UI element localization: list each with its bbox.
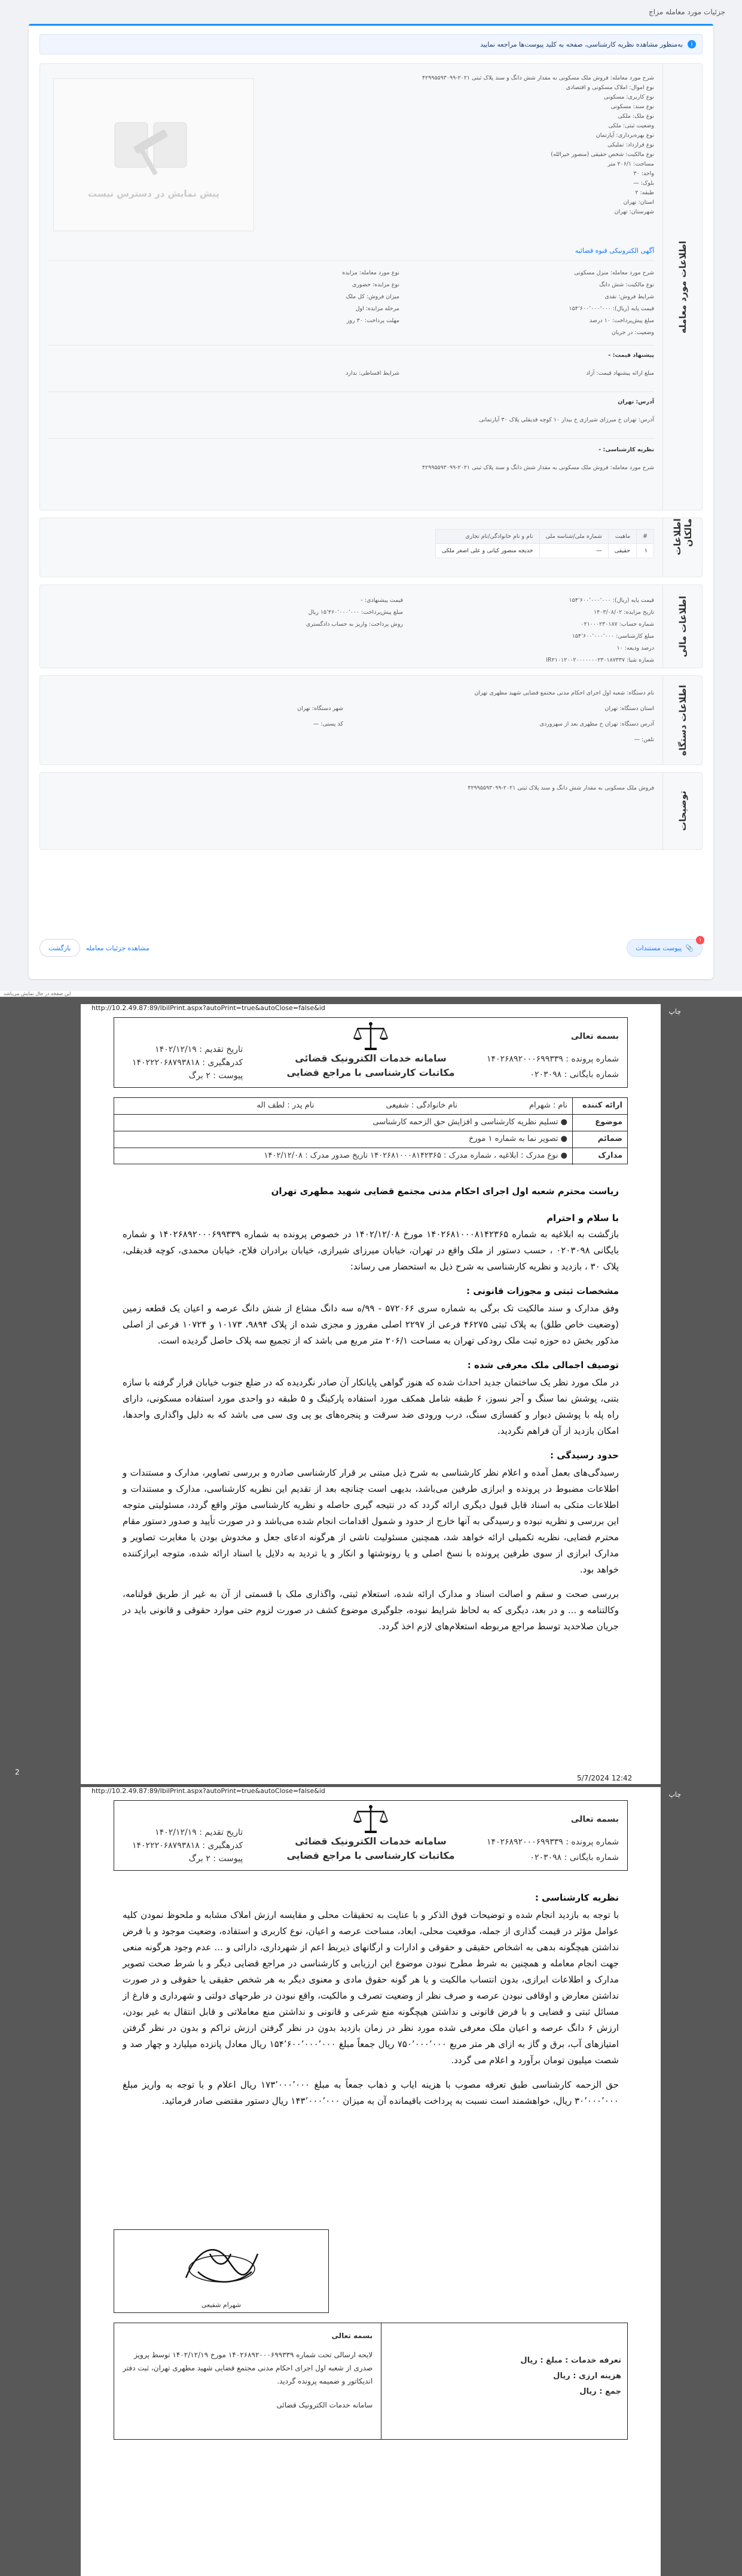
letterhead	[114, 1017, 628, 1088]
heading-description: توصیف اجمالی ملک معرفی شده :	[467, 1360, 619, 1370]
table-cell: ۱	[637, 544, 654, 558]
org-line-2: مکاتبات کارشناسی با مراجع قضایی	[286, 1067, 455, 1078]
installment: شرایط اقساطی: ندارد	[346, 370, 399, 377]
scales-of-justice-icon	[353, 1804, 389, 1834]
deal-field: بلوک: —	[633, 180, 654, 186]
appraisal-label: نظریه کارشناسی: -	[599, 446, 654, 453]
signer-name: شهرام شفیعی	[201, 2301, 242, 2309]
description-paragraph: در ملک مورد نظر یک ساختمان جدید احداث شده که هنوز گواهی پایانکار آن صادر نگردیده که در ضلع جنوب خیابان قرار گرفته با سازه بتنی، پوشش نما سنگ و آجر نسوز، ۶ طبقه شامل همکف مورد استفاده پارکینگ و ۵ طبقه دو واحدی مورد استفاده مسکونی، دارای راه پله با پوشش دیوار و کفسازی سنگ، درب ورودی ضد سرقت و پنجره‌های یو پی وی سی می باشد که به دلیل واگذاری واحدها، امکان بازدید از آن فراهم نگردید.	[123, 1377, 619, 1436]
address: آدرس: تهران خ میرزای شیرازی خ بیدار ۱۰ کوچه قدیقلی پلاک ۳۰ آپارتمانی	[478, 417, 654, 423]
letterhead-left	[132, 1043, 243, 1082]
attachment-count: پیوست : ۲ برگ	[188, 1071, 243, 1081]
sale-field: مرحله مزایده: اول	[355, 305, 399, 312]
submitter-row	[114, 1098, 627, 1115]
attachments-count-badge: ۱	[696, 936, 704, 944]
refs-row	[114, 1148, 627, 1165]
device-mid	[297, 701, 343, 732]
edge-label: چاپ	[668, 1791, 681, 1798]
subject-label: موضوع	[572, 1115, 627, 1131]
deal-field: نوع قرارداد: تملیکی	[607, 142, 654, 148]
submitter-family: نام خانوادگی : شفیعی	[386, 1101, 457, 1110]
org-line-2: مکاتبات کارشناسی با مراجع قضایی	[286, 1850, 455, 1861]
section-notes	[39, 772, 703, 850]
registration-paragraph: وفق مدارک و سند مالکیت تک برگی به شماره سری ۵۷۲۰۶۶ - ۹۹/ه سه دانگ مشاع از شش دانگ عرصه و اعیان یک قطعه زمین (وضعیت خاص طلق) به پلاک ثبتی ۴۶۲۷۵ فرعی از ۲۲۹۷ اصلی مفروز و مجزی شده از پلاک ۹۸۹۴، ۱۰۱۷۳ و ۱۰۷۲۴ فرعی از اصلی مذکور بخش ده حوزه ثبت ملک رودکی تهران به مساحت ۲۰۶/۱ متر مربع می باشد که از تجمیع سه پلاک حاصل گردیده است.	[123, 1303, 619, 1346]
sale-field: مهلت پرداخت: ۳۰ روز	[346, 317, 399, 324]
attachment-alert	[39, 34, 703, 54]
deal-field: نوع اموال: املاک مسکونی و اقتصادی	[566, 84, 654, 91]
section-device	[39, 675, 703, 765]
ad-link[interactable]: آگهی الکترونیکی قبوه قضائیه	[575, 247, 654, 255]
table-cell: —	[539, 544, 608, 558]
property-photo-placeholder	[53, 78, 254, 231]
sale-field: نوع مزایده: حضوری	[352, 282, 399, 288]
fees-cost: هزینه ارزی : ریال	[553, 2372, 621, 2381]
section-owners	[39, 518, 703, 577]
letter-body-page-2	[123, 1887, 619, 2109]
deal-details-card	[29, 24, 713, 979]
intro-paragraph: بازگشت به ابلاغیه به شماره ۱۴۰۲۶۸۱۰۰۰۸۱۴۲۳۶۵ مورخ ۱۴۰۲/۱۲/۰۸ در خصوص پرونده به شماره ۱۴۰۲۶۸۹۲۰۰۰۶۹۹۳۳۹ و شماره بایگانی ۰۲۰۳۰۹۸ ، حسب دستور از ملک واقع در تهران، خیابان میرزای شیرازی، خیابان برادران فلاح، خیابان محمدی، کوچه قدیقلی، پلاک ۳۰ ، بازدید و نظریه کارشناسی به شرح ذیل به استحضار می رساند:	[123, 1229, 619, 1272]
archive-number: شماره بایگانی : ۰۲۰۳۰۹۸	[530, 1853, 619, 1862]
alert-text: به‌منظور مشاهده نظریه کارشناسی، صفحه به کلید پیوست‌ها مراجعه نمایید	[480, 40, 683, 48]
submitter-values	[120, 1101, 567, 1110]
fees-service: تعرفه خدمات : مبلغ : ریال	[520, 2356, 621, 2365]
deal-field: نوع کاربری: مسکونی	[603, 94, 654, 100]
attachments-button-label: پیوست مستندات	[636, 944, 682, 952]
deal-field: استان: تهران	[623, 199, 654, 206]
deal-field: وضعیت ثبتی: ملکی	[608, 123, 654, 129]
case-info-box	[114, 1097, 628, 1164]
tracking-code: کدرهگیری : ۱۴۰۲۲۲۰۶۸۷۹۳۸۱۸	[132, 1841, 243, 1850]
back-button-label: بازگشت	[48, 944, 71, 952]
sale-field: نوع مورد معامله: مزایده	[342, 270, 399, 276]
sale-field: وضعیت: در جریان	[611, 329, 654, 336]
registration-note	[114, 2323, 381, 2439]
view-deal-link[interactable]: مشاهده جزئیات معامله	[86, 944, 149, 952]
greeting: با سلام و احترام	[546, 1213, 619, 1223]
attachments-button[interactable]	[627, 939, 703, 957]
sale-fields	[569, 267, 654, 339]
fees-panel	[381, 2323, 627, 2439]
attachments-label: ضمائم	[572, 1131, 627, 1148]
left-actions	[39, 939, 149, 957]
appraisal-paragraph: با توجه به بازدید انجام شده و توضیحات فوق الذکر و با عنایت به تحقیقات محلی و مقایسه ارزش املاک مشابه و ملحوظ نمودن کلیه عوامل مؤثر در قیمت گذاری از جمله، موقعیت محلی، ابعاد، مساحت عرصه و اعیان، نوع کاربری و استفاده، وضعیت موجود و با فرض نداشتن هیچگونه بدهی به اشخاص حقیقی و حقوقی و ادارات و ارگانهای ذیربط اعم از شهرداری، دارائی و ... عدم وجود هرگونه منعی جهت انجام معامله و همچنین به شرط مطرح نبودن موضوع این ارزیابی و کارشناسی در مراجع قضایی دیگر و با شرط صحت تصویر مدارک و اطلاعات ابرازی، بدون انتساب مالکیت و یا هر گونه حقوق مادی و معنوی دیگر به هر شخص حقیقی یا حقوقی و در صورت نداشتن معارض و اوقافی نبودن عرصه و صرف نظر از وضعیت تصرف و مالکیت، واقع نبودن در طرحهای دولتی و شهرداری و فارغ از مسائل ثبتی و قضایی و با فرض قانونی و نداشتن هیچگونه منع شرعی و قانونی و نداشتن منع معاملاتی و قابل انتقال به غیر بودن، ارزش ۶ دانگ عرصه و اعیان ملک معرفی شده مورد نظر در زمان بازدید بدون در نظر گرفتن ارزش تراکم و بدون در نظر گرفتن امتیازهای آب، برق و گاز به ازای هر متر مربع ۷۵۰٬۰۰۰٬۰۰۰ ریال جمعاً مبلغ ۱۵۴٬۶۰۰٬۰۰۰٬۰۰۰ ریال معادل پانزده میلیارد و چهار صد و شصت میلیون تومان برآورد و اعلام می گردد.	[123, 1910, 619, 2066]
submitter-father: نام پدر : لطف اله	[257, 1101, 314, 1110]
back-button[interactable]	[39, 939, 80, 957]
table-header: #	[637, 530, 654, 544]
sale-fields-mid	[342, 267, 399, 327]
fees-total: جمع : ریال	[579, 2387, 621, 2396]
deal-field: واحد: ۳۰	[633, 170, 654, 177]
print-url: http://10.2.49.87:89/IbiIPrint.aspx?autoPrint=true&autoClose=false&id	[91, 1004, 325, 1012]
sale-field: قیمت پایه (ریال): ۱۵۴٬۶۰۰٬۰۰۰٬۰۰۰	[569, 305, 654, 312]
financial-field: شماره حساب: ۰۲۱۰۰۰۲۳۰۱۸۷	[581, 621, 654, 628]
financial-field: مبلغ پیش‌پرداخت: ۱۵٬۴۶۰٬۰۰۰٬۰۰۰ ریال	[308, 609, 403, 616]
deal-field: شهرستان: تهران	[614, 209, 654, 215]
submitter-label: ارائه کننده	[572, 1098, 627, 1114]
table-header: شماره ملی/شناسه ملی	[539, 530, 608, 544]
deal-field: شرح مورد معامله: فروش ملک مسکونی به مقدار شش دانگ و سند پلاک ثبتی ۲۰۲۱-۴۲۹۹۵۵۹۳۰۹۹	[422, 75, 654, 81]
print-date: 5/7/2024 12:42	[577, 1774, 633, 1782]
basmala: بسمه تعالی	[570, 1815, 619, 1824]
deal-field: نوع مالکیت: شخص حقیقی (منصور خیرالله)	[551, 151, 654, 158]
submitter-name: نام : شهرام	[529, 1101, 567, 1110]
breadcrumb	[0, 0, 742, 24]
status-strip-text: این صفحه در حال نمایش می‌باشد	[4, 991, 71, 996]
case-number: شماره پرونده : ۱۴۰۲۶۸۹۲۰۰۰۶۹۹۳۳۹	[486, 1054, 619, 1064]
device-field: شهر دستگاه: تهران	[297, 705, 343, 712]
registration-footer	[114, 2323, 628, 2440]
photo-caption: پیش نمایش در دسترس نیست	[88, 188, 219, 199]
letterhead-left	[132, 1826, 243, 1865]
section-financial	[39, 585, 703, 668]
verification-paragraph: بررسی صحت و سقم و اصالت اسناد و مدارک ارائه شده، استعلام ثبتی، واگذاری ملک با قسمتی از آن به غیر از طریق قولنامه، وکالتنامه و ... و در بعد، دیگری که به لحاظ شرایط نبوده، جلوگیری موضوع کشف در صورت لزوم حتی موارد حقوقی و قانونی باید در جریان صلاحدید توسط مراجع مربوطه استعلام‌های لازم اخذ گردد.	[123, 1589, 619, 1632]
footer-sign: سامانه خدمات الکترونیک قضائی	[276, 2401, 373, 2409]
heading-appraisal: نظریه کارشناسی :	[535, 1892, 619, 1903]
financial-field: قیمت پایه (ریال): ۱۵۴٬۶۰۰٬۰۰۰٬۰۰۰	[569, 597, 654, 604]
price-line: مبلغ ارائه پیشنهاد قیمت: آزاد	[586, 370, 654, 377]
section-title-notes: توضیحات	[662, 773, 702, 849]
gavel-watermark-icon	[109, 111, 199, 182]
section-title-device: اطلاعات دستگاه	[662, 676, 702, 764]
deal-field: نوع ملک: ملکی	[618, 113, 654, 120]
deal-field: نوع سند: مسکونی	[610, 103, 654, 110]
financial-field: تاریخ مزایده: ۱۴۰۳/۰۸/۰۲	[594, 609, 654, 616]
footer-basmala: بسمه تعالی	[331, 2332, 373, 2340]
footer-text: لایحه ارسالی تحت شماره ۱۴۰۲۶۸۹۲۰۰۰۶۹۹۳۳۹ مورخ ۱۴۰۲/۱۲/۱۹ توسط پرویز صدری از شعبه اول اجرای احکام مدنی مجتمع قضایی شهید مطهری تهران، ثبت دفتر اندیکاتور و ضمیمه پرونده گردید.	[123, 2351, 373, 2385]
handwritten-signature	[174, 2236, 270, 2296]
attachments-row	[114, 1131, 627, 1148]
document-page-1	[15, 1004, 681, 1784]
deal-field: مساحت: ۲۰۶/۱ متر	[607, 161, 654, 167]
signature-box	[114, 2229, 329, 2313]
address-label: آدرس: تهران	[618, 399, 654, 405]
org-line-1: سامانه خدمات الکترونیک قضائی	[295, 1835, 447, 1847]
submit-date: تاریخ تقدیم : ۱۴۰۲/۱۲/۱۹	[155, 1828, 243, 1837]
heading-registration: مشخصات ثبتی و مجوزات قانونی :	[466, 1286, 619, 1296]
sale-field: مبلغ پیش‌پرداخت: ۱۰ درصد	[589, 317, 654, 324]
appraisal-text: شرح مورد معامله: فروش ملک مسکونی به مقدار شش دانگ و سند پلاک ثبتی ۲۰۲۱-۴۲۹۹۵۵۹۳۰۹۹	[422, 464, 654, 471]
paperclip-icon: 📎	[685, 944, 694, 952]
refs-label: مدارک	[572, 1148, 627, 1165]
financial-field: مبلغ کارشناسی: ۱۵۴٬۶۰۰٬۰۰۰٬۰۰۰	[572, 633, 654, 640]
card-accent-line	[29, 24, 713, 26]
price-label: پیشنهاد قیمت: -	[608, 352, 654, 359]
financial-fields	[546, 595, 654, 666]
attachment-count: پیوست : ۲ برگ	[188, 1854, 243, 1864]
sale-field: نوع مالکیت: شش دانگ	[599, 282, 654, 288]
web-app-view	[0, 0, 742, 991]
table-header: نام و نام خانوادگی/نام تجاری	[435, 530, 539, 544]
print-url: http://10.2.49.87:89/IbiIPrint.aspx?autoPrint=true&autoClose=false&id	[91, 1787, 325, 1795]
scales-of-justice-icon	[353, 1021, 389, 1051]
deal-fields	[422, 74, 654, 217]
submit-date: تاریخ تقدیم : ۱۴۰۲/۱۲/۱۹	[155, 1045, 243, 1054]
letter-body-page-1	[123, 1181, 619, 1635]
document-page-2	[81, 1787, 681, 2576]
table-cell: حقیقی	[608, 544, 636, 558]
section-title-deal: اطلاعات مورد معامله	[662, 64, 702, 510]
device-fields	[474, 686, 654, 748]
letterhead	[114, 1800, 628, 1871]
archive-number: شماره بایگانی : ۰۲۰۳۰۹۸	[530, 1070, 619, 1079]
addressee: ریاست محترم شعبه اول اجرای احکام مدنی مجتمع قضایی شهید مطهری تهران	[271, 1186, 619, 1197]
table-header: ماهیت	[608, 530, 636, 544]
edge-label: چاپ	[668, 1008, 681, 1015]
financial-mid	[306, 595, 403, 631]
basmala: بسمه تعالی	[570, 1032, 619, 1041]
table-cell: خدیجه منصور کیانی و علی اصغر ملکی	[435, 544, 539, 558]
device-field: استان دستگاه: تهران	[604, 705, 654, 712]
deal-field: نوع بهره‌برداری: آپارتمان	[596, 132, 654, 139]
attachment-item: ● تصویر نما به شماره ۱ مورخ	[468, 1134, 567, 1143]
org-line-1: سامانه خدمات الکترونیک قضائی	[295, 1053, 447, 1064]
financial-field: قیمت پیشنهادی: -	[361, 597, 403, 604]
page-number: 2	[15, 1768, 20, 1776]
device-field: نام دستگاه: شعبه اول اجرای احکام مدنی مجتمع قضایی شهید مطهری تهران	[474, 690, 654, 696]
deal-field: طبقه: ۲	[635, 189, 654, 196]
action-bar	[39, 935, 703, 961]
subject-row	[114, 1115, 627, 1131]
status-strip	[0, 991, 742, 997]
section-title-financial: اطلاعات مالی	[662, 585, 702, 668]
sale-field: میزان فروش: کل ملک	[346, 293, 399, 300]
financial-field: روش پرداخت: واریز به حساب دادگستری	[306, 621, 403, 628]
case-number: شماره پرونده : ۱۴۰۲۶۸۹۲۰۰۰۶۹۹۳۳۹	[486, 1837, 619, 1847]
breadcrumb-text: جزئیات مورد معامله مزاج	[649, 8, 725, 16]
sale-field: شرح مورد معامله: منزل مسکونی	[574, 270, 654, 276]
tracking-code: کدرهگیری : ۱۴۰۲۲۲۰۶۸۷۹۳۸۱۸	[132, 1058, 243, 1067]
device-field: آدرس دستگاه: تهران خ مطهری بعد از سهروردی	[539, 721, 654, 727]
heading-scope: حدود رسیدگی :	[549, 1450, 619, 1461]
section-title-owners: اطلاعات مالکان	[662, 518, 702, 577]
scope-paragraph: رسیدگی‌های بعمل آمده و اعلام نظر کارشناسی به شرح ذیل مبتنی بر قرار کارشناسی صادره و بررسی تصاویر، مدارک و مستندات و اطلاعات مضبوط در پرونده و ابرازی طرفین می‌باشد، بدیهی است چنانچه بعد از تقدیم این نظریه کارشناسی، مدارک و مستندات و اطلاعات متکی به اسناد قابل قبول دیگری ارائه گردد که در نتیجه گیری حاصله و نظریه کارشناسی مؤثر واقع گردد، مسئولیتی متوجه این بررسی و نظریه نبوده و رسیدگی به آنها خارج از حدود و شمول اقدامات انجام شده می‌باشد و در صورت تأیید و صدور دستور مقام محترم قضایی، نظریه تکمیلی ارائه خواهد شد، همچنین مسئولیت ناشی از هرگونه ادعای جعل و مخدوش بودن یا مغایرت تصاویر و مدارک ابرازی از سوی طرفین پرونده با نسخ اصلی و یا رونوشتها و انکار و یا تردید به دلایل یا اسناد ارائه شده، متوجه ابرازکننده خواهد بود.	[123, 1467, 619, 1575]
section-deal-info	[39, 63, 703, 510]
divider	[48, 438, 654, 439]
divider	[48, 391, 654, 392]
device-field: کد پستی: —	[313, 721, 343, 727]
divider	[48, 260, 654, 261]
financial-field: درصد ودیعه: ۱۰	[616, 645, 654, 651]
document-viewer	[0, 997, 742, 2576]
fee-paragraph: حق الزحمه کارشناسی طبق تعرفه مصوب با هزینه ایاب و ذهاب جمعاً به مبلغ ۱۷۳٬۰۰۰٬۰۰۰ ریال اعلام و با توجه به واریز مبلغ ۳۰٬۰۰۰٬۰۰۰ ریال، خواهشمند است نسبت به پرداخت باقیمانده آن به میزان ۱۴۳٬۰۰۰٬۰۰۰ ریال دستور مقتضی صادر فرمائید.	[123, 2079, 619, 2106]
info-icon: i	[688, 40, 696, 48]
financial-field: شماره شبا: IR۲۱۰۱۲۰۰۲۰۰۰۰۰۰۰۲۳۰۱۸۷۳۳۷	[546, 657, 654, 663]
owners-table	[435, 529, 654, 558]
sale-field: شرایط فروش: نقدی	[604, 293, 654, 300]
table-row	[435, 544, 654, 558]
notes-text: فروش ملک مسکونی به مقدار شش دانگ و سند پلاک ثبتی ۲۰۲۱-۴۲۹۹۵۵۹۳۰۹۹	[468, 785, 654, 791]
device-field: تلفن: —	[634, 736, 654, 743]
refs-item: ● نوع مدرک : ابلاغیه ، شماره مدرک : ۱۴۰۲۶۸۱۰۰۰۸۱۴۲۳۶۵ تاریخ صدور مدرک : ۱۴۰۲/۱۲/۰۸	[264, 1151, 567, 1160]
subject-item: ● تسلیم نظریه کارشناسی و افزایش حق الزحمه کارشناسی	[372, 1118, 567, 1127]
